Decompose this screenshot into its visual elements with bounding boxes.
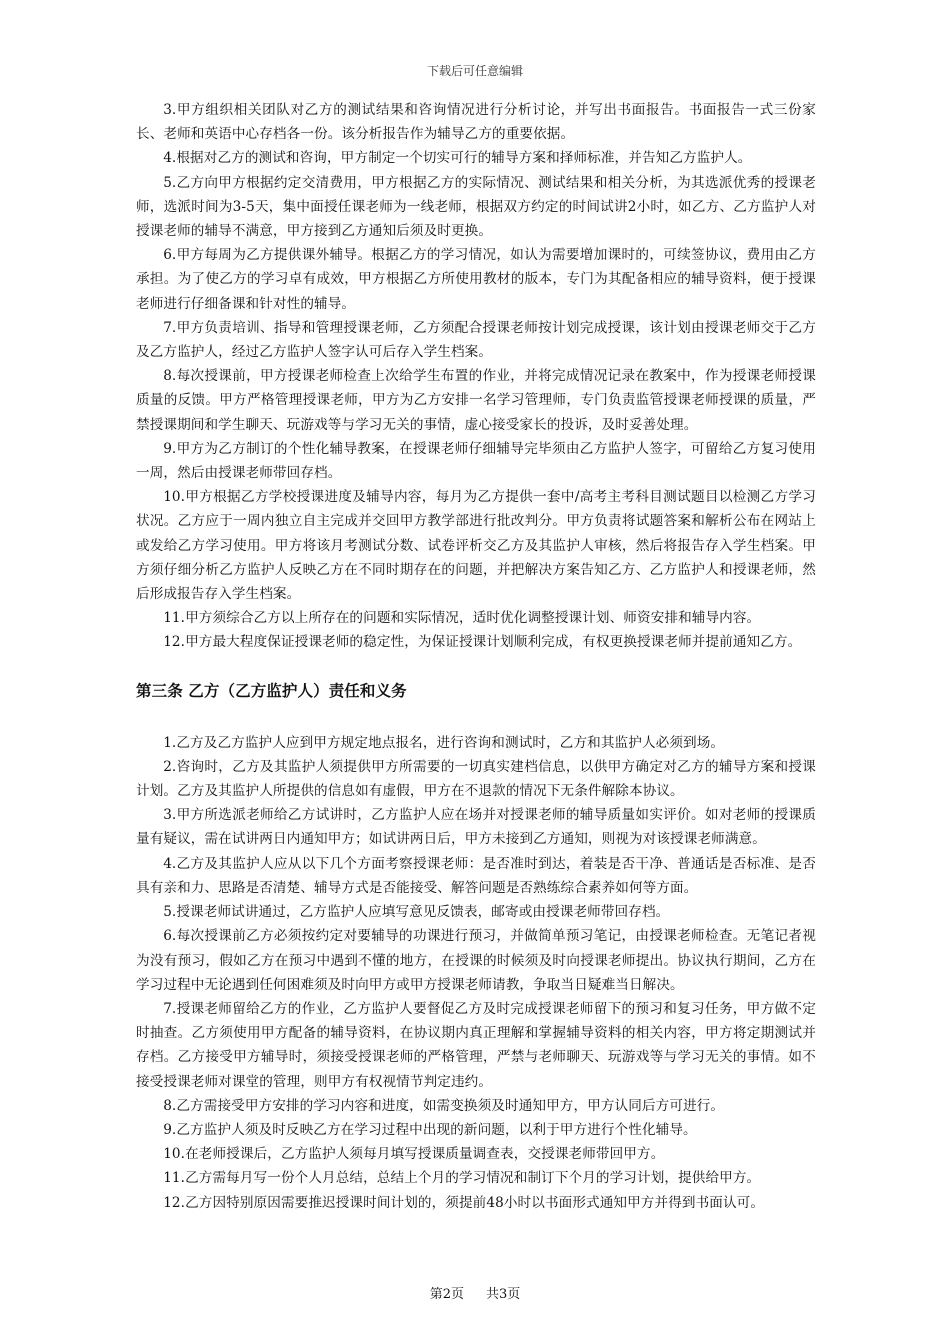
clause-paragraph: 1.乙方及乙方监护人应到甲方规定地点报名，进行咨询和测试时，乙方和其监护人必须到场。 [163,734,725,751]
clause-paragraph: 3.甲方所选派老师给乙方试讲时，乙方监护人应在场并对授课老师的辅导质量如实评价。如对老师的授课质量有疑议，需在试讲两日内通知甲方；如试讲两日后，甲方未接到乙方通知，则视为对该授课老师满意。 [136,807,816,848]
clause-paragraph: 12.甲方最大程度保证授课老师的稳定性，为保证授课计划顺利完成，有权更换授课老师并提前通知乙方。 [163,634,802,651]
section2-continued [136,98,816,655]
document-body [136,98,816,1215]
clause-paragraph: 5.授课老师试讲通过，乙方监护人应填写意见反馈表，邮寄或由授课老师带回存档。 [163,904,670,921]
clause-paragraph: 4.根据对乙方的测试和咨询，甲方制定一个切实可行的辅导方案和择师标准，并告知乙方监护人。 [163,150,752,167]
page-footer [0,1283,950,1302]
section-title: 第三条 乙方（乙方监护人）责任和义务 [136,681,407,700]
clause-paragraph: 10.在老师授课后，乙方监护人须每月填写授课质量调查表，交授课老师带回甲方。 [163,1146,665,1163]
clause-paragraph: 10.甲方根据乙方学校授课进度及辅导内容，每月为乙方提供一套中/高考主考科目测试题目以检测乙方学习状况。乙方应于一周内独立自主完成并交回甲方教学部进行批改判分。甲方负责将试题答案和解析公布在网站上或发给乙方学习使用。甲方将该月考测试分数、试卷评析交乙方及其监护人审核，然后将报告存入学生档案。甲方须仔细分析乙方监护人反映乙方在不同时期存在的问题，并把解决方案告知乙方、乙方监护人和授课老师，然后形成报告存入学生档案。 [136,489,816,603]
clause-paragraph: 8.每次授课前，甲方授课老师检查上次给学生布置的作业，并将完成情况记录在教案中，作为授课老师授课质量的反馈。甲方严格管理授课老师，甲方为乙方安排一名学习管理师，专门负责监管授课老师授课的质量，严禁授课期间和学生聊天、玩游戏等与学习无关的事情，虚心接受家长的投诉，及时妥善处理。 [136,368,816,433]
clause-paragraph: 8.乙方需接受甲方安排的学习内容和进度，如需变换须及时通知甲方，甲方认同后方可进行。 [163,1097,725,1114]
page-header: 下载后可任意编辑 [426,64,523,78]
clause-paragraph: 11.甲方须综合乙方以上所存在的问题和实际情况，适时优化调整授课计划、师资安排和辅导内容。 [163,610,761,627]
clause-paragraph: 11.乙方需每月写一份个人月总结，总结上个月的学习情况和制订下个月的学习计划，提供给甲方。 [163,1170,761,1187]
clause-paragraph: 2.咨询时，乙方及其监护人须提供甲方所需要的一切真实建档信息，以供甲方确定对乙方的辅导方案和授课计划。乙方及其监护人所提供的信息如有虚假，甲方在不退款的情况下无条件解除本协议。 [136,758,816,800]
section3-body [136,731,816,1215]
clause-paragraph: 3.甲方组织相关团队对乙方的测试结果和咨询情况进行分析讨论，并写出书面报告。书面报告一式三份家长、老师和英语中心存档各一份。该分析报告作为辅导乙方的重要依据。 [136,102,816,143]
clause-paragraph: 7.授课老师留给乙方的作业，乙方监护人要督促乙方及时完成授课老师留下的预习和复习任务，甲方做不定时抽查。乙方须使用甲方配备的辅导资料，在协议期内真正理解和掌握辅导资料的相关内容，甲方将定期测试并存档。乙方接受甲方辅导时，须接受授课老师的严格管理，严禁与老师聊天、玩游戏等与学习无关的事情。如不接受授课老师对课堂的管理，则甲方有权视情节判定违约。 [136,1000,816,1090]
clause-paragraph: 6.每次授课前乙方必须按约定对要辅导的功课进行预习，并做简单预习笔记，由授课老师检查。无笔记者视为没有预习，假如乙方在预习中遇到不懂的地方，在授课的时候须及时向授课老师提出。协议执行期间，乙方在学习过程中无论遇到任何困难须及时向甲方或甲方授课老师请教，争取当日疑难当日解决。 [136,928,816,993]
clause-paragraph: 5.乙方向甲方根据约定交清费用，甲方根据乙方的实际情况、测试结果和相关分析，为其选派优秀的授课老师，选派时间为3-5天，集中面授任课老师为一线老师，根据双方约定的时间试讲2小时，如乙方、乙方监护人对授课老师的辅导不满意，甲方接到乙方通知后须及时更换。 [136,174,816,240]
clause-paragraph: 9.乙方监护人须及时反映乙方在学习过程中出现的新问题，以利于甲方进行个性化辅导。 [163,1121,697,1138]
page-total: 共3页 [486,1287,521,1302]
clause-paragraph: 9.甲方为乙方制订的个性化辅导教案，在授课老师仔细辅导完毕须由乙方监护人签字，可留给乙方复习使用一周，然后由授课老师带回存档。 [136,440,816,482]
page-number: 第2页 [429,1287,464,1302]
clause-paragraph: 6.甲方每周为乙方提供课外辅导。根据乙方的学习情况，如认为需要增加课时的，可续签协议，费用由乙方承担。为了使乙方的学习卓有成效，甲方根据乙方所使用教材的版本，专门为其配备相应的辅导资料，便于授课老师进行仔细备课和针对性的辅导。 [136,247,816,312]
clause-paragraph: 7.甲方负责培训、指导和管理授课老师，乙方须配合授课老师按计划完成授课，该计划由授课老师交于乙方及乙方监护人，经过乙方监护人签字认可后存入学生档案。 [136,319,816,361]
clause-paragraph: 12.乙方因特别原因需要推迟授课时间计划的，须提前48小时以书面形式通知甲方并得到书面认可。 [163,1194,765,1211]
clause-paragraph: 4.乙方及其监护人应从以下几个方面考察授课老师：是否准时到达，着装是否干净、普通话是否标准、是否具有亲和力、思路是否清楚、辅导方式是否能接受、解答问题是否熟练综合素养如何等方面。 [136,855,816,896]
